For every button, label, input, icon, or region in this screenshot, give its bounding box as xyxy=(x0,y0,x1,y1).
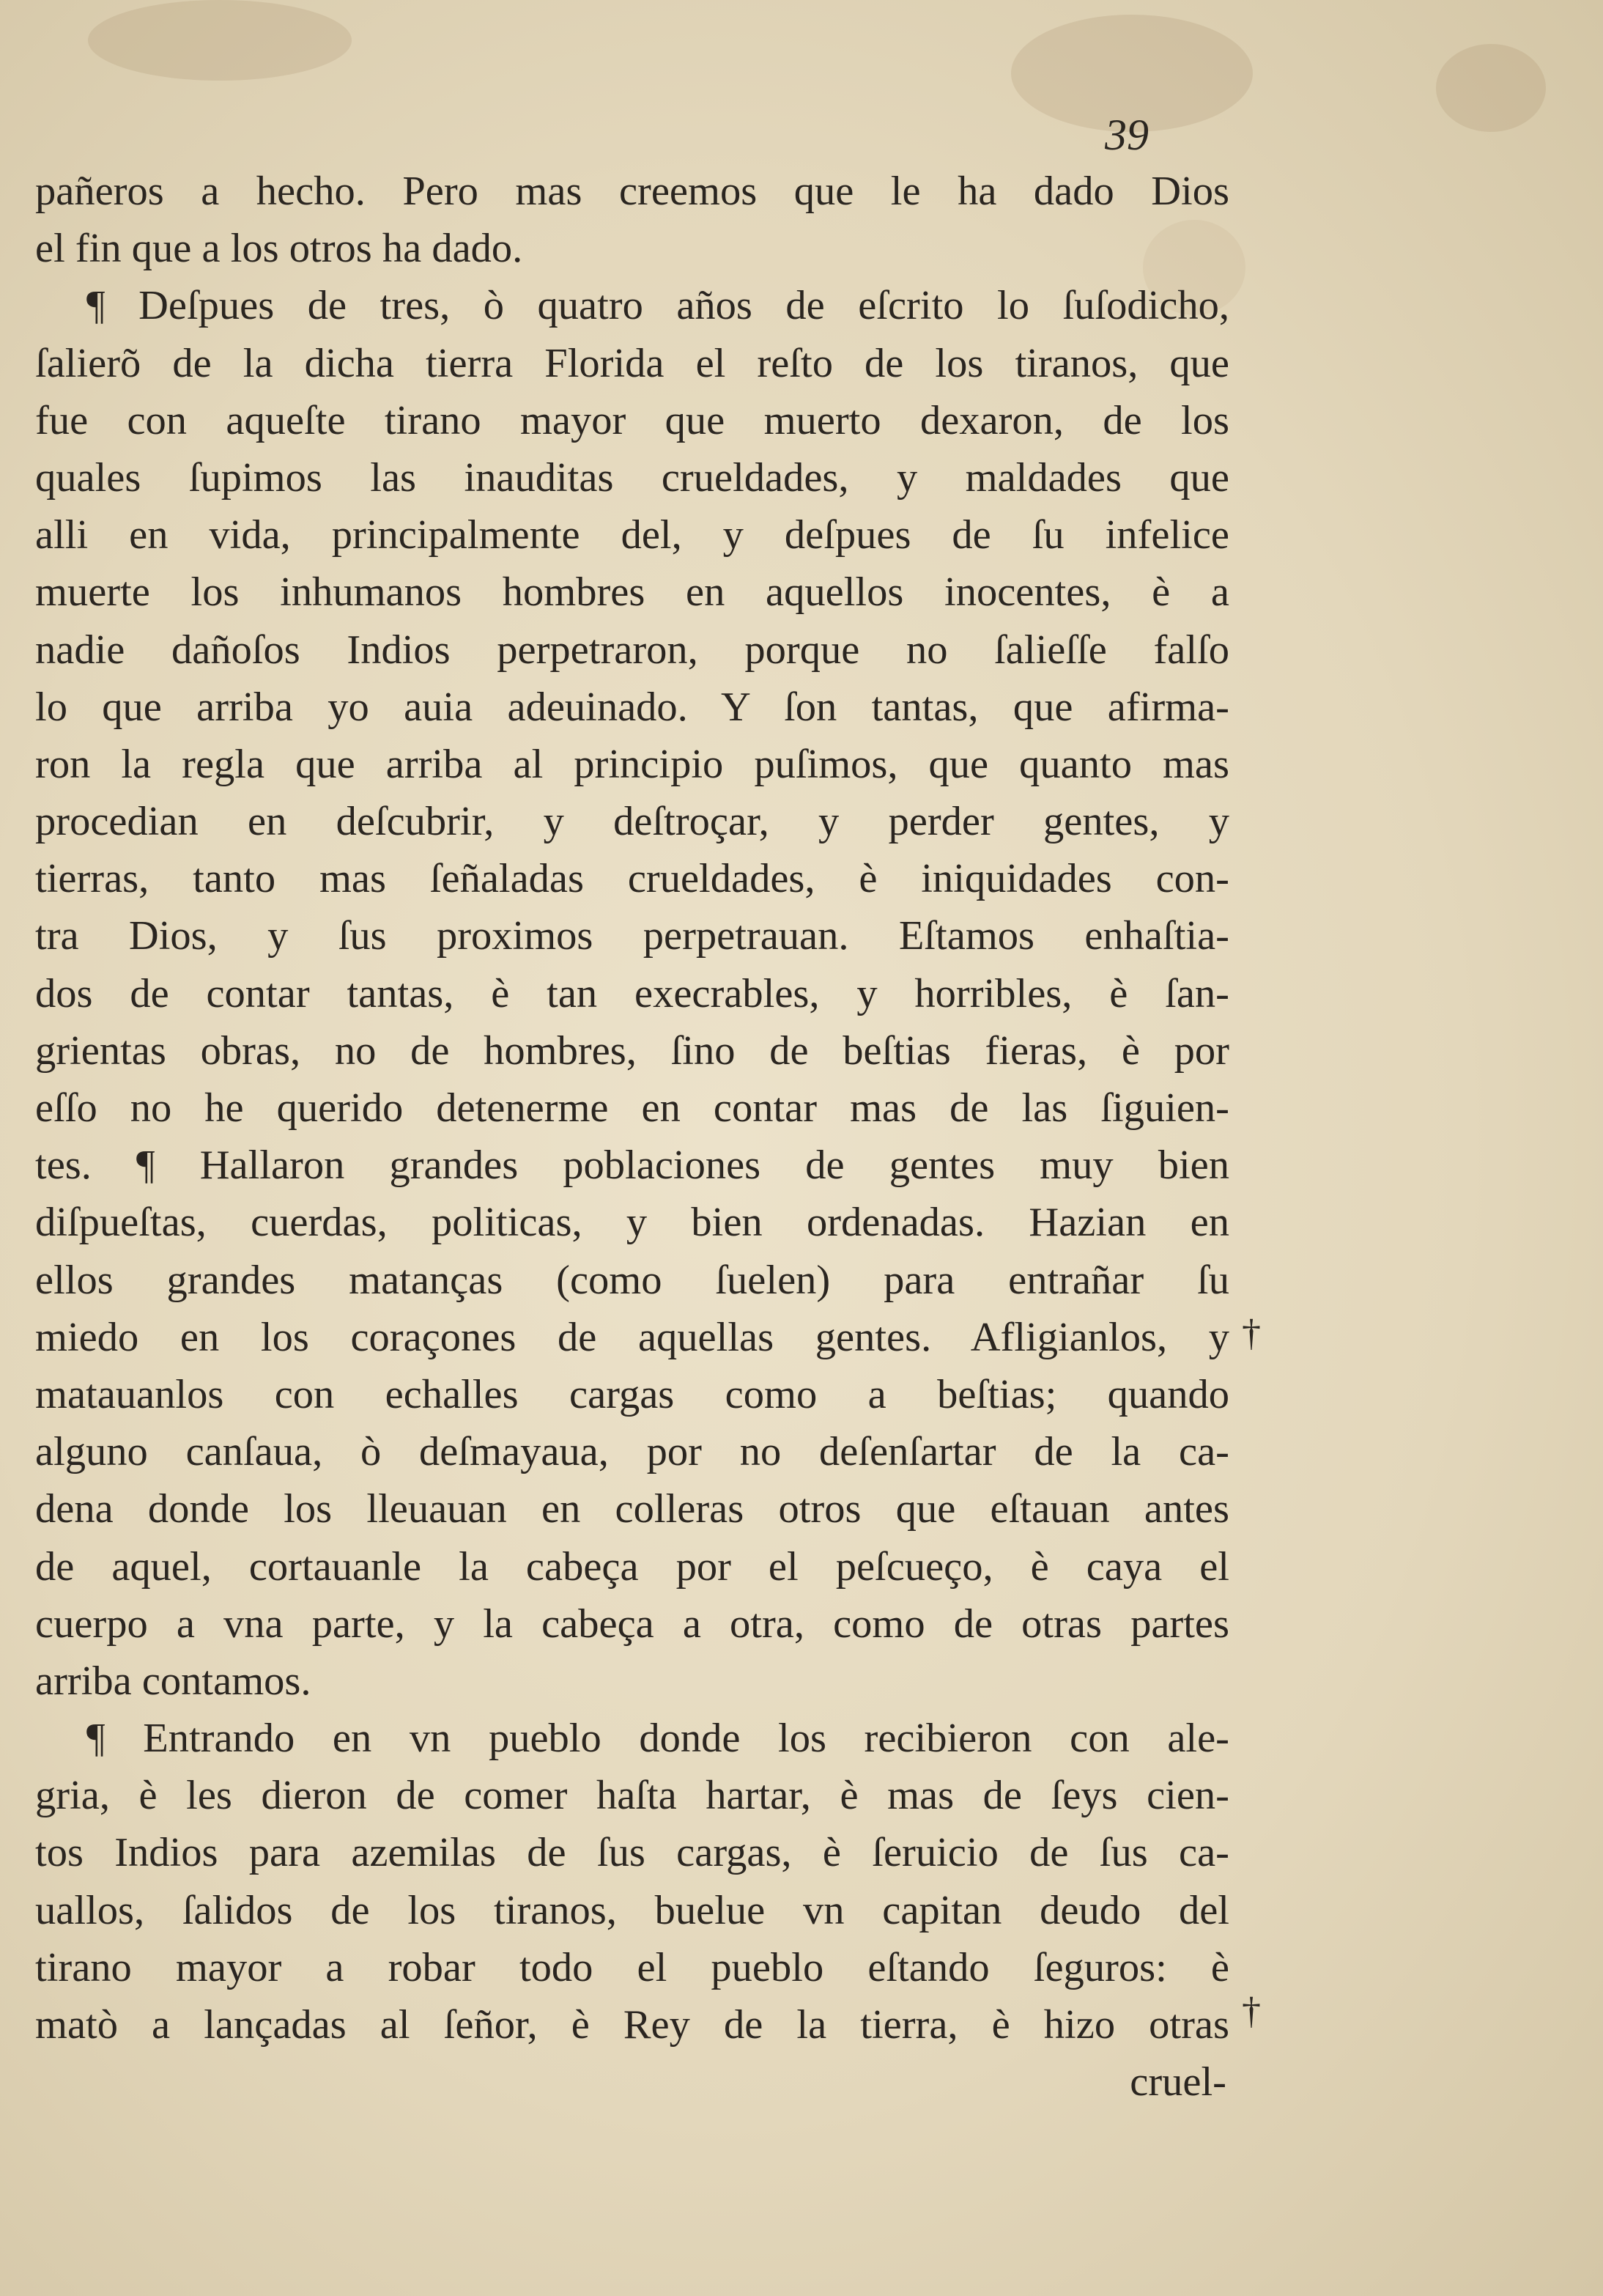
text-line: quales ſupimos las inauditas crueldades, y maldades que xyxy=(35,454,1229,501)
catchword: cruel- xyxy=(1130,2059,1226,2105)
text-line: el fin que a los otros ha dado. xyxy=(35,226,523,272)
text-line: alguno canſaua, ò deſmayaua, por no deſenſartar de la ca- xyxy=(35,1429,1229,1475)
text-line: eſſo no he querido detenerme en contar mas de las ſiguien- xyxy=(35,1085,1229,1131)
text-line: grientas obras, no de hombres, ſino de beſtias fieras, è por xyxy=(35,1027,1229,1074)
text-line: cuerpo a vna parte, y la cabeça a otra, como de otras partes xyxy=(35,1601,1229,1647)
text-line: tra Dios, y ſus proximos perpetrauan. Eſtamos enhaſtia- xyxy=(35,913,1229,959)
text-line: ¶ Entrando en vn pueblo donde los recibieron con ale- xyxy=(86,1716,1229,1762)
text-line: ¶ Deſpues de tres, ò quatro años de eſcrito lo ſuſodicho, xyxy=(86,283,1229,329)
text-line: gria, è les dieron de comer haſta hartar, è mas de ſeys cien- xyxy=(35,1773,1229,1819)
paper-stain xyxy=(1436,44,1546,132)
text-line: tes. ¶ Hallaron grandes poblaciones de gentes muy bien xyxy=(35,1143,1229,1189)
text-line: arriba contamos. xyxy=(35,1658,311,1704)
page-number: 39 xyxy=(1105,111,1149,159)
margin-dagger-mark: † xyxy=(1242,1313,1261,1354)
text-line: tos Indios para azemilas de ſus cargas, è ſeruicio de ſus ca- xyxy=(35,1830,1229,1876)
text-line: matò a lançadas al ſeñor, è Rey de la tierra, è hizo otras xyxy=(35,2002,1229,2048)
text-line: ſalierõ de la dicha tierra Florida el reſto de los tiranos, que xyxy=(35,340,1229,386)
text-line: nadie dañoſos Indios perpetraron, porque no ſalieſſe falſo xyxy=(35,627,1229,673)
text-line: pañeros a hecho. Pero mas creemos que le ha dado Dios xyxy=(35,169,1229,214)
text-line: dos de contar tantas, è tan execrables, y horribles, è ſan- xyxy=(35,970,1229,1016)
text-line: muerte los inhumanos hombres en aquellos inocentes, è a xyxy=(35,569,1229,616)
text-line: uallos, ſalidos de los tiranos, buelue vn capitan deudo del xyxy=(35,1887,1229,1933)
paper-stain xyxy=(88,0,352,81)
text-line: ron la regla que arriba al principio puſimos, que quanto mas xyxy=(35,741,1229,787)
margin-dagger-mark: † xyxy=(1242,1990,1261,2032)
text-block xyxy=(35,163,1229,2111)
text-line: fue con aqueſte tirano mayor que muerto dexaron, de los xyxy=(35,397,1229,443)
text-line: lo que arriba yo auia adeuinado. Y ſon tantas, que afirma- xyxy=(35,684,1229,730)
text-line: tirano mayor a robar todo el pueblo eſtando ſeguros: è xyxy=(35,1944,1229,1990)
text-line: diſpueſtas, cuerdas, politicas, y bien ordenadas. Hazian en xyxy=(35,1200,1229,1246)
text-line: ellos grandes matanças (como ſuelen) para entrañar ſu xyxy=(35,1257,1229,1303)
text-line: dena donde los lleuauan en colleras otros que eſtauan antes xyxy=(35,1486,1229,1532)
text-line: miedo en los coraçones de aquellas gentes. Afligianlos, y xyxy=(35,1314,1229,1360)
text-line: procedian en deſcubrir, y deſtroçar, y perder gentes, y xyxy=(35,799,1229,845)
text-line: de aquel, cortauanle la cabeça por el peſcueço, è caya el xyxy=(35,1543,1229,1590)
text-line: tierras, tanto mas ſeñaladas crueldades, è iniquidades con- xyxy=(35,856,1229,902)
text-line: alli en vida, principalmente del, y deſpues de ſu infelice xyxy=(35,512,1229,558)
text-line: matauanlos con echalles cargas como a beſtias; quando xyxy=(35,1371,1229,1417)
